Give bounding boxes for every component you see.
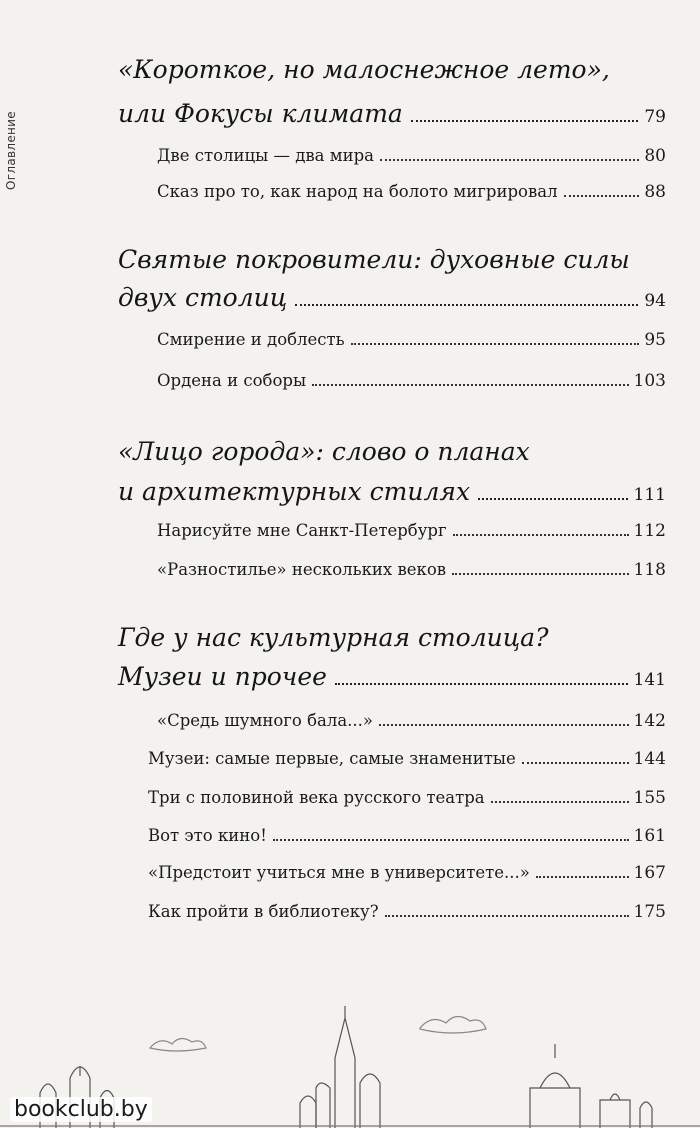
page-number: 88 xyxy=(644,182,666,202)
toc-entry[interactable]: Как пройти в библиотеку? 175 xyxy=(148,902,666,922)
leader-dots xyxy=(312,384,628,386)
page-number: 167 xyxy=(633,863,666,883)
leader-dots xyxy=(478,498,627,500)
section-3-title-line-1: «Лицо города»: слово о планах xyxy=(118,437,530,466)
section-4-title-line-1: Где у нас культурная столица? xyxy=(118,623,549,652)
leader-dots xyxy=(335,683,628,685)
page-number: 80 xyxy=(644,146,666,166)
toc-entry[interactable]: «Разностилье» нескольких веков 118 xyxy=(157,560,666,580)
page-number: 94 xyxy=(644,291,666,311)
leader-dots xyxy=(491,801,629,803)
leader-dots xyxy=(453,534,629,536)
page-number: 118 xyxy=(633,560,666,580)
section-2-title-line-2[interactable]: двух столиц 94 xyxy=(118,283,666,316)
page-number: 111 xyxy=(633,485,666,505)
section-3-title-line-2[interactable]: и архитектурных стилях 111 xyxy=(118,477,666,510)
leader-dots xyxy=(564,195,640,197)
toc-entry[interactable]: Музеи: самые первые, самые знаменитые 144 xyxy=(148,749,666,769)
leader-dots xyxy=(380,159,639,161)
page-number: 155 xyxy=(633,788,666,808)
toc-entry[interactable]: «Средь шумного бала...» 142 xyxy=(157,711,666,731)
section-1-title-line-2[interactable]: или Фокусы климата 79 xyxy=(118,99,666,132)
section-2-title-line-1: Святые покровители: духовные силы xyxy=(118,245,630,274)
leader-dots xyxy=(273,839,629,841)
leader-dots xyxy=(351,343,640,345)
toc-entry[interactable]: Нарисуйте мне Санкт-Петербург 112 xyxy=(157,521,666,541)
toc-entry[interactable]: «Предстоит учиться мне в университете...» 167 xyxy=(148,863,666,883)
side-label: Оглавление xyxy=(4,111,18,190)
leader-dots xyxy=(452,573,628,575)
page-number: 175 xyxy=(633,902,666,922)
toc-entry[interactable]: Три с половиной века русского театра 155 xyxy=(148,788,666,808)
toc-entry[interactable]: Вот это кино! 161 xyxy=(148,826,666,846)
leader-dots xyxy=(385,915,629,917)
page-number: 103 xyxy=(633,371,666,391)
watermark: bookclub.by xyxy=(10,1097,152,1122)
leader-dots xyxy=(536,876,629,878)
page-number: 142 xyxy=(633,711,666,731)
page-number: 112 xyxy=(633,521,666,541)
toc-entry[interactable]: Ордена и соборы 103 xyxy=(157,371,666,391)
leader-dots xyxy=(295,304,638,306)
section-1-title-line-1: «Короткое, но малоснежное лето», xyxy=(118,55,610,84)
page-number: 141 xyxy=(633,670,666,690)
toc-entry[interactable]: Смирение и доблесть 95 xyxy=(157,330,666,350)
page-number: 161 xyxy=(633,826,666,846)
page-number: 95 xyxy=(644,330,666,350)
toc-entry[interactable]: Две столицы — два мира 80 xyxy=(157,146,666,166)
page-number: 79 xyxy=(644,107,666,127)
toc-entry[interactable]: Сказ про то, как народ на болото мигрировал 88 xyxy=(157,182,666,202)
leader-dots xyxy=(411,120,639,122)
page-number: 144 xyxy=(633,749,666,769)
section-4-title-line-2[interactable]: Музеи и прочее 141 xyxy=(118,662,666,695)
leader-dots xyxy=(379,724,629,726)
leader-dots xyxy=(522,762,629,764)
